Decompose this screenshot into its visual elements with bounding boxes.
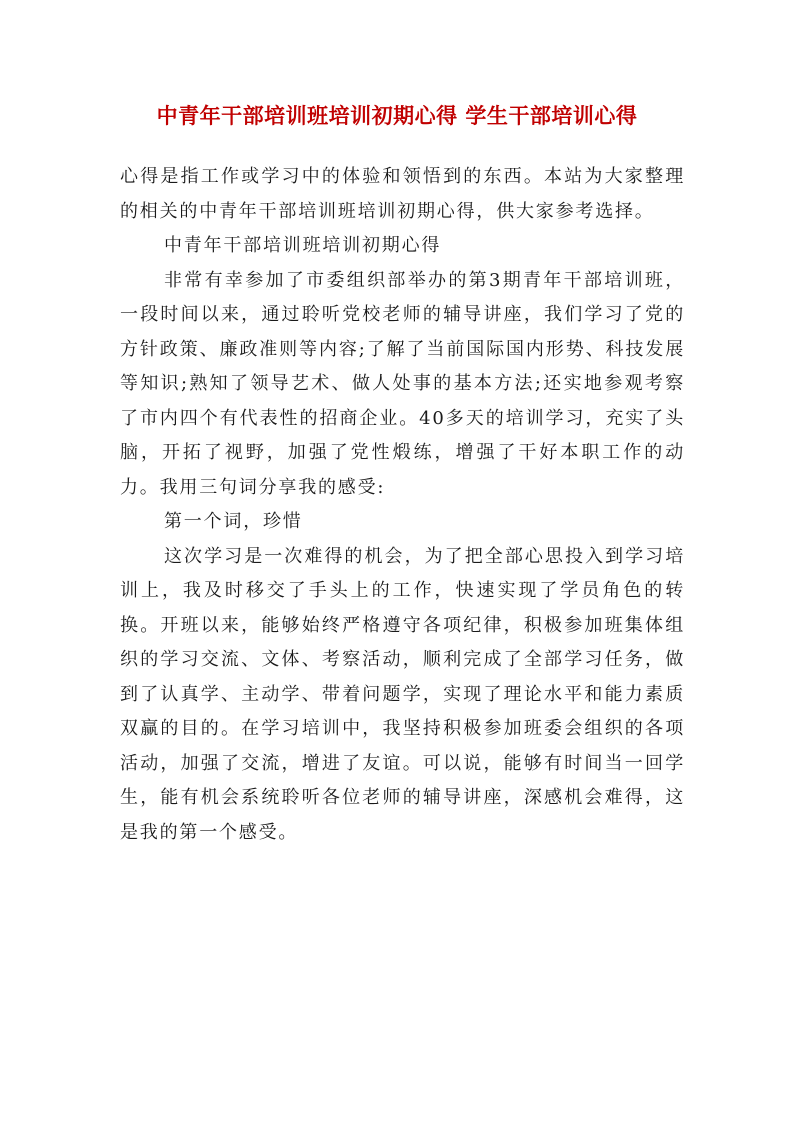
body-paragraph: 非常有幸参加了市委组织部举办的第3期青年干部培训班，一段时间以来，通过聆听党校老师的辅导讲座，我们学习了党的方针政策、廉政准则等内容;了解了当前国际国内形势、科技发展等知识;熟知了领导艺术、做人处事的基本方法;还实地参观考察了市内四个有代表性的招商企业。40多天的培训学习，充实了头脑，开拓了视野，加强了党性煅练，增强了干好本职工作的动力。我用三句词分享我的感受: xyxy=(120,269,685,498)
body-paragraph: 这次学习是一次难得的机会，为了把全部心思投入到学习培训上，我及时移交了手头上的工作，快速实现了学员角色的转换。开班以来，能够始终严格遵守各项纪律，积极参加班集体组织的学习交流、文体、考察活动，顺利完成了全部学习任务，做到了认真学、主动学、带着问题学，实现了理论水平和能力素质双赢的目的。在学习培训中，我坚持积极参加班委会组织的各项活动，加强了交流，增进了友谊。可以说，能够有时间当一回学生，能有机会系统聆听各位老师的辅导讲座，深感机会难得，这是我的第一个感受。 xyxy=(120,545,685,843)
section-heading: 中青年干部培训班培训初期心得 xyxy=(164,235,442,256)
page-title: 中青年干部培训班培训初期心得 学生干部培训心得 xyxy=(156,104,638,128)
document-body xyxy=(120,160,685,850)
intro-paragraph: 心得是指工作或学习中的体验和领悟到的东西。本站为大家整理的相关的中青年干部培训班培训初期心得，供大家参考选择。 xyxy=(120,166,685,222)
subsection-heading: 第一个词，珍惜 xyxy=(164,511,303,532)
